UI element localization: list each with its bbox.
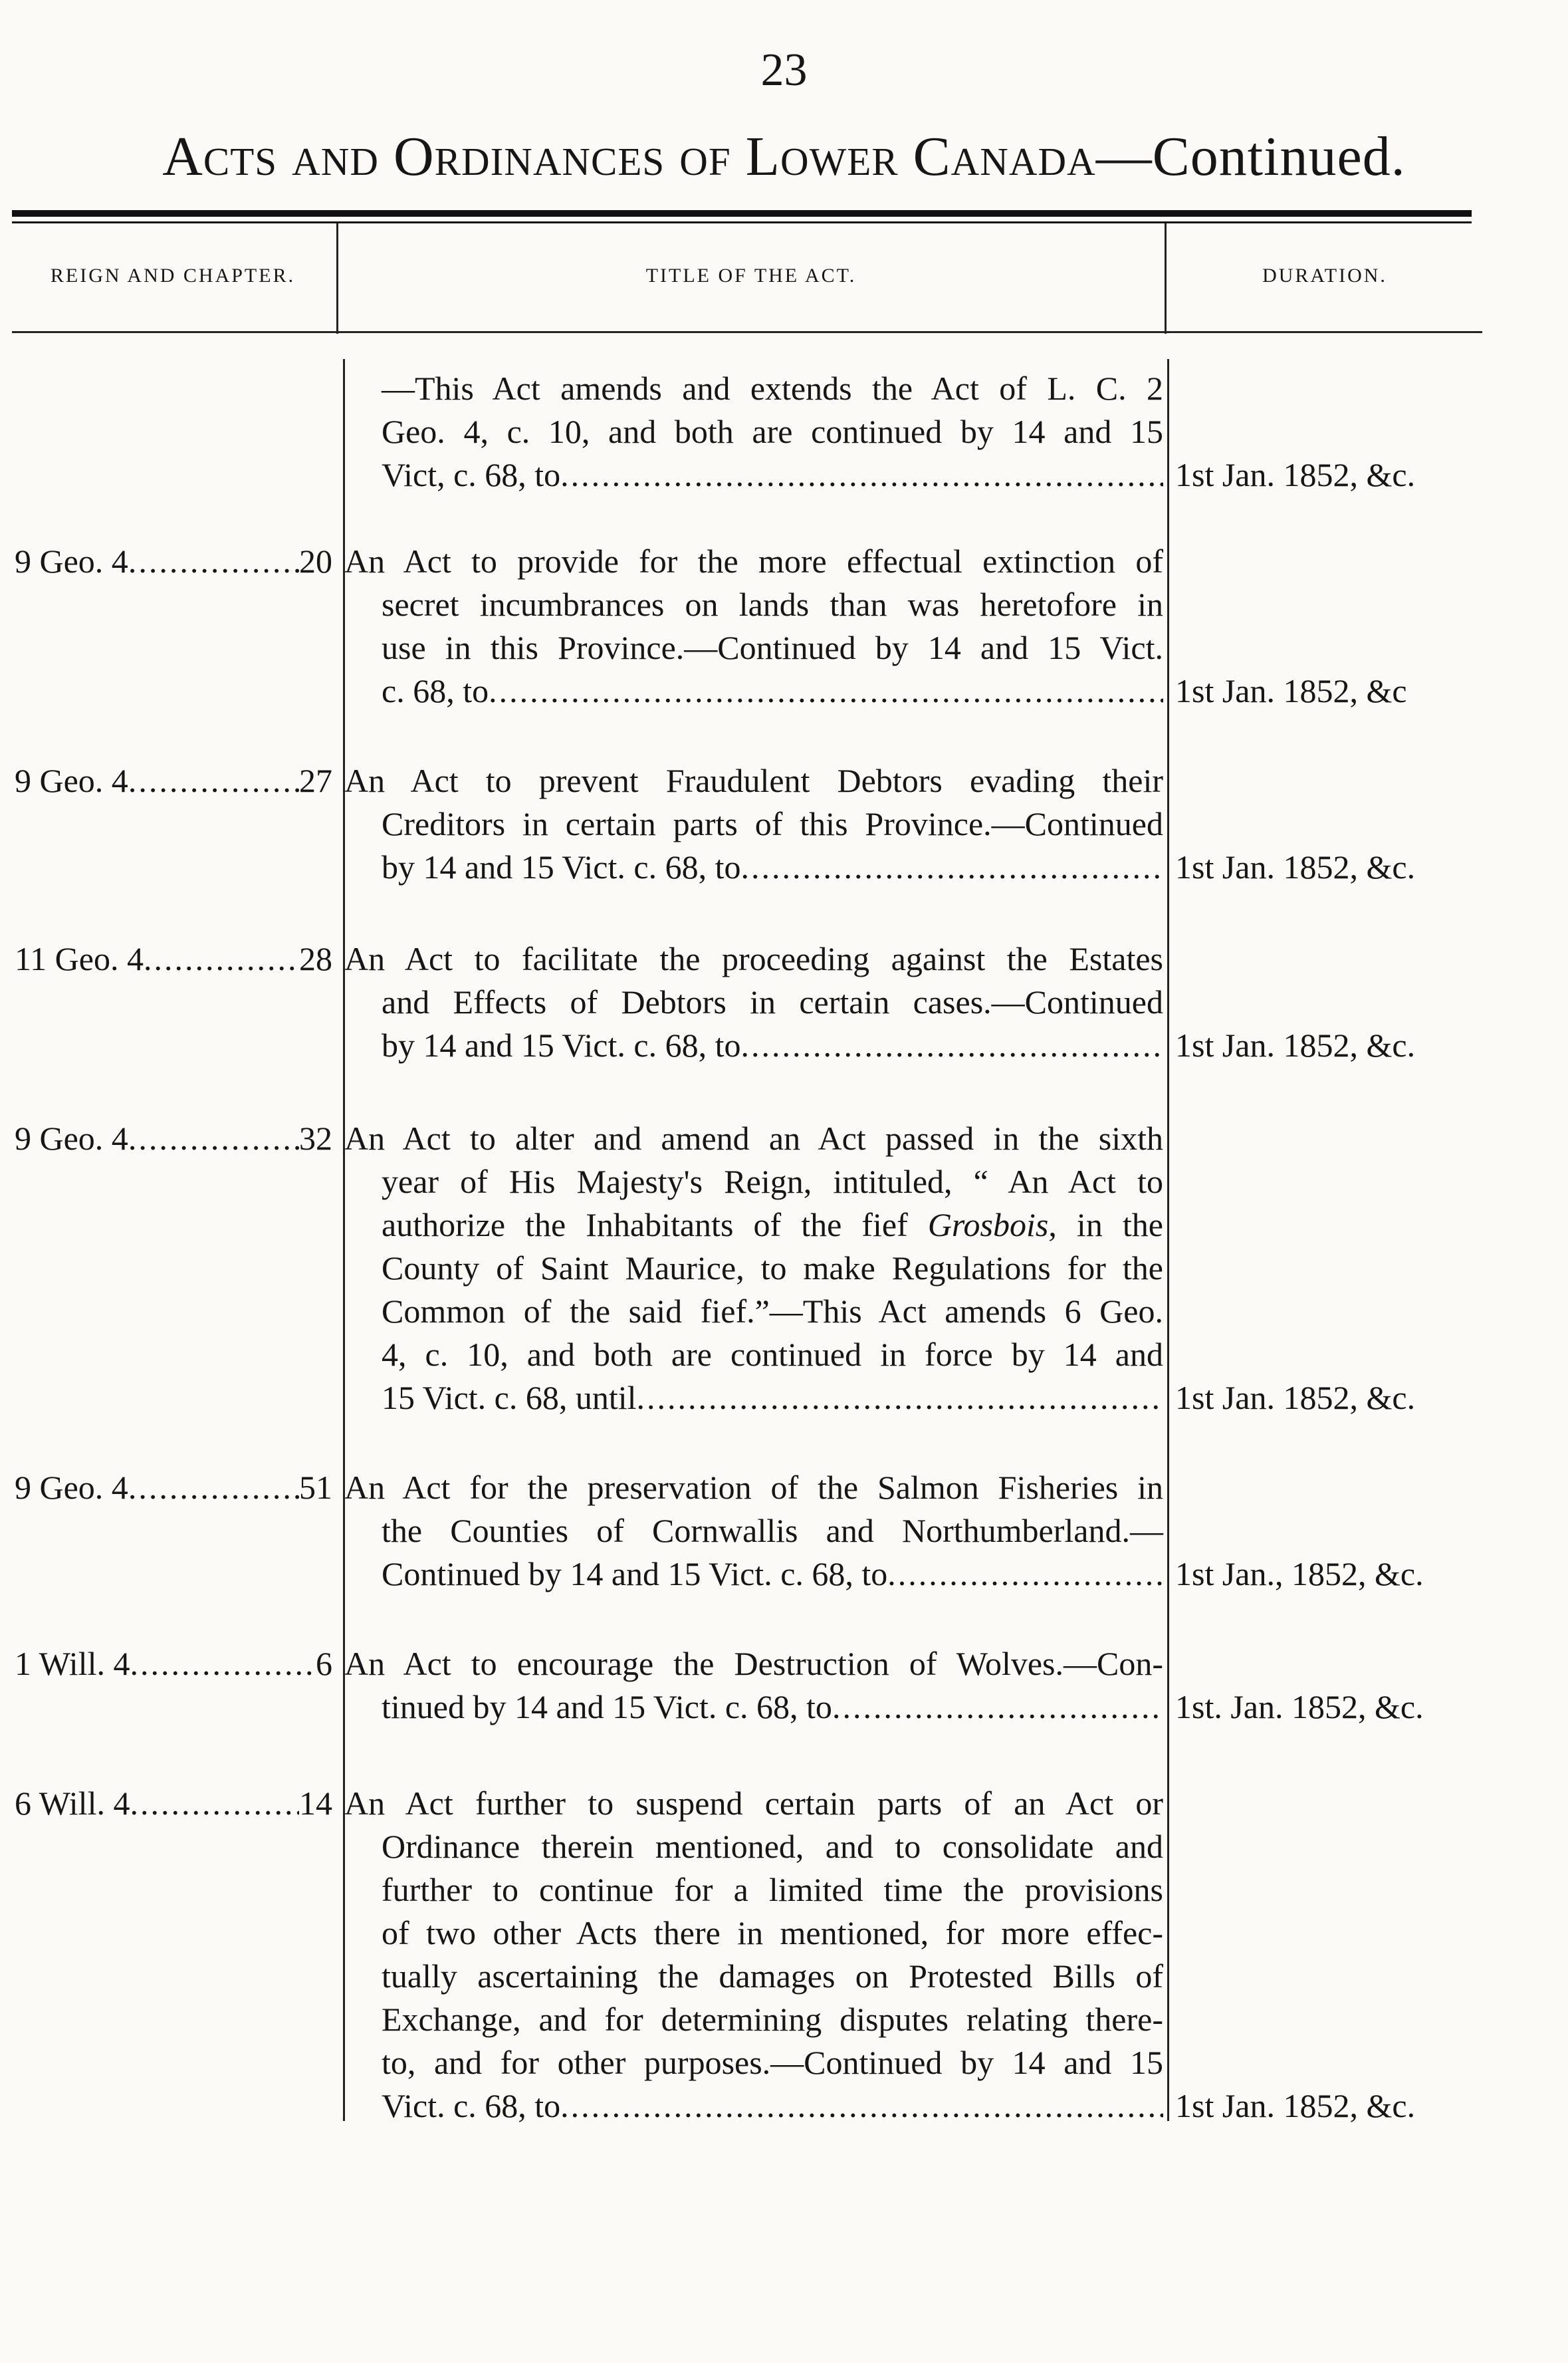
title-line: [344, 670, 1163, 713]
title-line: [344, 1509, 1163, 1553]
reign-chapter: [15, 1642, 332, 1685]
column-header-duration: DURATION.: [1262, 265, 1387, 287]
act-title: [344, 759, 1163, 889]
title-line: [344, 2084, 1163, 2128]
title-line: [344, 759, 1163, 803]
reign: 6 Will. 4: [15, 1785, 130, 1822]
title-line-text: Exchange, and for determining disputes relating there-: [382, 2001, 1163, 2038]
title-line: [344, 367, 1163, 410]
title-line-text: Ordinance therein mentioned, and to consolidate and: [382, 1828, 1163, 1865]
reign-chapter: [15, 1466, 332, 1509]
column-header-rule: [12, 331, 1482, 333]
title-line-text: use in this Province.—Continued by 14 and 15 Vict.: [382, 629, 1163, 666]
title-line: [344, 540, 1163, 583]
title-line-text: Vict. c. 68, to: [382, 2087, 561, 2124]
title-line: [344, 1782, 1163, 1825]
title-line-text: An Act to facilitate the proceeding against the Estates: [344, 940, 1163, 977]
title-line-text: secret incumbrances on lands than was heretofore in: [382, 586, 1163, 623]
title-line-text: c. 68, to: [382, 672, 489, 709]
title-line: [344, 1685, 1163, 1729]
reign-chapter: [15, 1782, 332, 1825]
title-line: [344, 1466, 1163, 1509]
title-line: [344, 803, 1163, 846]
act-title: [344, 1466, 1163, 1596]
reign: 9 Geo. 4: [15, 762, 128, 799]
title-line-text: County of Saint Maurice, to make Regulations for the: [382, 1249, 1163, 1287]
title-line: [344, 1290, 1163, 1333]
act-title: [344, 937, 1163, 1067]
page-number: 23: [760, 45, 808, 96]
title-line-text: An Act for the preservation of the Salmon Fisheries in: [344, 1469, 1163, 1506]
duration: 1st Jan. 1852, &c.: [1175, 1379, 1416, 1416]
dot-leader: [832, 1685, 1163, 1729]
chapter-number: 20: [299, 543, 332, 580]
title-line-text: further to continue for a limited time the provisions: [382, 1871, 1163, 1908]
title-line: [344, 1117, 1163, 1160]
title-line: [344, 1203, 1163, 1247]
header-rule-thick: [12, 210, 1472, 217]
reign: 9 Geo. 4: [15, 1469, 128, 1506]
title-line-text: 4, c. 10, and both are continued in force by 14 and: [382, 1336, 1163, 1373]
reign: 1 Will. 4: [15, 1645, 130, 1682]
act-title: [344, 1117, 1163, 1420]
title-line-text: of two other Acts there in mentioned, for more effec-: [382, 1914, 1163, 1951]
title-line: [344, 1160, 1163, 1203]
duration: 1st Jan., 1852, &c.: [1175, 1555, 1424, 1592]
title-line: [344, 453, 1163, 497]
title-line: [344, 1912, 1163, 1955]
title-line: [344, 1642, 1163, 1685]
title-line: [344, 1825, 1163, 1868]
dot-leader: [128, 1117, 299, 1160]
dot-leader: [128, 1466, 299, 1509]
title-line-text: the Counties of Cornwallis and Northumberland.—: [382, 1512, 1163, 1549]
page-title-suffix: —Continued.: [1095, 126, 1406, 187]
title-line-text: to, and for other purposes.—Continued by 14 and 15: [382, 2044, 1163, 2081]
column-divider: [1165, 223, 1167, 334]
act-title: [344, 367, 1163, 497]
reign: 11 Geo. 4: [15, 940, 144, 977]
title-line: [344, 583, 1163, 626]
title-line-text: —This Act amends and extends the Act of L. C. 2: [382, 370, 1163, 407]
duration: 1st Jan. 1852, &c.: [1175, 1027, 1416, 1064]
title-line: [344, 1333, 1163, 1376]
page-title: [0, 125, 1568, 189]
title-line: [344, 1868, 1163, 1912]
act-title: [344, 1642, 1163, 1729]
header-rule-thin: [12, 221, 1472, 223]
title-line: [344, 1553, 1163, 1596]
chapter-number: 51: [299, 1469, 332, 1506]
reign-chapter: [15, 1117, 332, 1160]
title-line: [344, 2041, 1163, 2084]
reign-chapter: [15, 759, 332, 803]
title-line: [344, 937, 1163, 981]
reign-chapter: [15, 937, 332, 981]
chapter-number: 28: [299, 940, 332, 977]
title-line: [344, 1376, 1163, 1420]
dot-leader: [489, 670, 1163, 713]
title-line-text: Vict, c. 68, to: [382, 456, 561, 493]
title-line: [344, 981, 1163, 1024]
dot-leader: [144, 937, 299, 981]
dot-leader: [128, 540, 299, 583]
chapter-number: 6: [316, 1645, 332, 1682]
dot-leader: [130, 1782, 299, 1825]
dot-leader: [740, 846, 1163, 889]
dot-leader: [560, 453, 1163, 497]
page-title-main: Acts and Ordinances of Lower Canada: [162, 126, 1096, 187]
title-line-text: and Effects of Debtors in certain cases.—Continued: [382, 983, 1163, 1021]
dot-leader: [887, 1553, 1163, 1596]
duration: 1st Jan. 1852, &c.: [1175, 848, 1416, 886]
reign-chapter: [15, 540, 332, 583]
reign: 9 Geo. 4: [15, 543, 128, 580]
title-line-text: Geo. 4, c. 10, and both are continued by 14 and 15: [382, 413, 1163, 450]
title-line-text: year of His Majesty's Reign, intituled, “ An Act to: [382, 1163, 1163, 1200]
title-line-text: tinued by 14 and 15 Vict. c. 68, to: [382, 1688, 832, 1725]
title-line-text: tually ascertaining the damages on Protested Bills of: [382, 1957, 1163, 1995]
title-line-text: authorize the Inhabitants of the fief Grosbois, in the: [382, 1206, 1163, 1243]
dot-leader: [637, 1376, 1163, 1420]
title-line-text: by 14 and 15 Vict. c. 68, to: [382, 1027, 741, 1064]
chapter-number: 27: [299, 762, 332, 799]
chapter-number: 14: [299, 1785, 332, 1822]
title-line-text: 15 Vict. c. 68, until: [382, 1379, 637, 1416]
dot-leader: [128, 759, 299, 803]
title-line: [344, 1247, 1163, 1290]
duration: 1st Jan. 1852, &c.: [1175, 456, 1416, 493]
title-line-text: Continued by 14 and 15 Vict. c. 68, to: [382, 1555, 888, 1592]
dot-leader: [130, 1642, 316, 1685]
title-line-text: An Act further to suspend certain parts of an Act or: [344, 1785, 1163, 1822]
act-title: [344, 1782, 1163, 2128]
title-line-text: by 14 and 15 Vict. c. 68, to: [382, 848, 741, 886]
act-title: [344, 540, 1163, 713]
duration: 1st Jan. 1852, &c.: [1175, 2087, 1416, 2124]
title-line-text: An Act to alter and amend an Act passed in the sixth: [344, 1120, 1163, 1157]
title-line-text: An Act to provide for the more effectual extinction of: [344, 543, 1163, 580]
title-line: [344, 410, 1163, 453]
chapter-number: 32: [299, 1120, 332, 1157]
title-line: [344, 1955, 1163, 1998]
title-line: [344, 1998, 1163, 2041]
duration: 1st. Jan. 1852, &c.: [1175, 1688, 1424, 1725]
title-line: [344, 846, 1163, 889]
title-line: [344, 626, 1163, 670]
column-divider: [1167, 359, 1169, 2121]
title-line: [344, 1024, 1163, 1067]
title-line-text: Common of the said fief.”—This Act amends 6 Geo.: [382, 1293, 1163, 1330]
column-header-title: TITLE OF THE ACT.: [645, 265, 857, 287]
dot-leader: [740, 1024, 1163, 1067]
column-divider: [336, 223, 338, 334]
title-line-text: An Act to prevent Fraudulent Debtors evading their: [344, 762, 1163, 799]
column-header-reign: REIGN AND CHAPTER.: [50, 265, 296, 287]
title-line-text: Creditors in certain parts of this Province.—Continued: [382, 805, 1163, 842]
dot-leader: [560, 2084, 1163, 2128]
reign: 9 Geo. 4: [15, 1120, 128, 1157]
title-line-text: An Act to encourage the Destruction of Wolves.—Con-: [344, 1645, 1163, 1682]
duration: 1st Jan. 1852, &c: [1175, 672, 1407, 709]
